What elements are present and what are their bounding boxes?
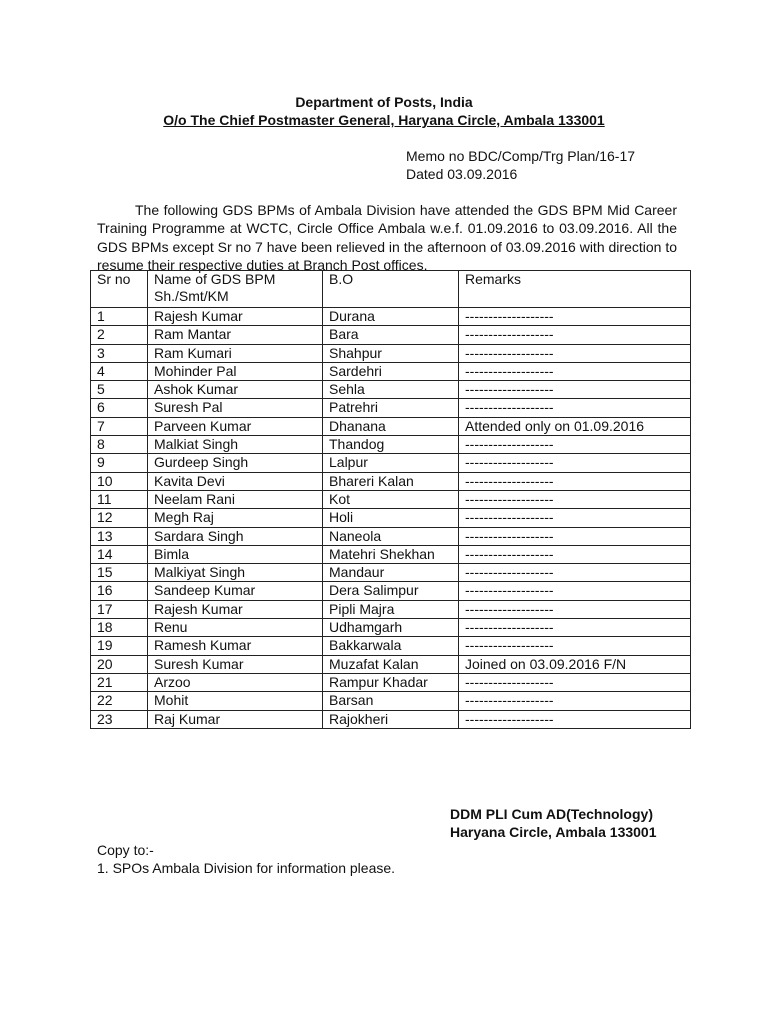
cell-bo: Pipli Majra — [323, 600, 459, 618]
cell-sr-no: 1 — [91, 308, 148, 326]
cell-name: Bimla — [148, 545, 323, 563]
table-row — [91, 637, 691, 655]
table-row — [91, 399, 691, 417]
cell-bo: Durana — [323, 308, 459, 326]
cell-bo: Naneola — [323, 527, 459, 545]
cell-remarks: ------------------- — [459, 362, 691, 380]
cell-remarks: ------------------- — [459, 673, 691, 691]
cell-remarks: ------------------- — [459, 582, 691, 600]
cell-bo: Dhanana — [323, 417, 459, 435]
cell-sr-no: 23 — [91, 710, 148, 728]
cell-sr-no: 3 — [91, 344, 148, 362]
cell-bo: Muzafat Kalan — [323, 655, 459, 673]
cell-bo: Patrehri — [323, 399, 459, 417]
cell-bo: Bara — [323, 326, 459, 344]
table-row — [91, 417, 691, 435]
cell-sr-no: 14 — [91, 545, 148, 563]
table-row — [91, 436, 691, 454]
cell-name: Mohinder Pal — [148, 362, 323, 380]
cell-remarks: ------------------- — [459, 472, 691, 490]
cell-name: Malkiat Singh — [148, 436, 323, 454]
cell-name: Suresh Pal — [148, 399, 323, 417]
table-row — [91, 308, 691, 326]
cell-remarks: ------------------- — [459, 710, 691, 728]
cell-remarks: ------------------- — [459, 600, 691, 618]
memo-date: Dated 03.09.2016 — [406, 166, 518, 182]
table-row — [91, 454, 691, 472]
cell-name: Renu — [148, 619, 323, 637]
cell-bo: Rampur Khadar — [323, 673, 459, 691]
cell-remarks: ------------------- — [459, 527, 691, 545]
table-row — [91, 362, 691, 380]
cell-name: Suresh Kumar — [148, 655, 323, 673]
signature-designation: DDM PLI Cum AD(Technology) — [450, 806, 653, 822]
cell-remarks: ------------------- — [459, 692, 691, 710]
cell-name: Parveen Kumar — [148, 417, 323, 435]
cell-sr-no: 21 — [91, 673, 148, 691]
cell-bo: Mandaur — [323, 564, 459, 582]
cell-bo: Sehla — [323, 381, 459, 399]
cell-remarks: ------------------- — [459, 564, 691, 582]
cell-remarks: ------------------- — [459, 381, 691, 399]
cell-remarks: ------------------- — [459, 436, 691, 454]
cell-bo: Kot — [323, 490, 459, 508]
cell-bo: Udhamgarh — [323, 619, 459, 637]
cell-remarks: ------------------- — [459, 454, 691, 472]
cell-sr-no: 18 — [91, 619, 148, 637]
body-paragraph: The following GDS BPMs of Ambala Division have attended the GDS BPM Mid Career Training Programme at WCTC, Circle Office Ambala w.e.f. 01.09.2016 to 03.09.2016. All the GDS BPMs except Sr no 7 have been relieved in the afternoon of 03.09.2016 with direction to resume their respective duties at Branch Post offices. — [97, 202, 677, 274]
department-heading: Department of Posts, India — [295, 94, 473, 110]
cell-remarks: ------------------- — [459, 545, 691, 563]
cell-remarks: ------------------- — [459, 509, 691, 527]
cell-name: Mohit — [148, 692, 323, 710]
table-row — [91, 527, 691, 545]
cell-bo: Rajokheri — [323, 710, 459, 728]
cell-sr-no: 10 — [91, 472, 148, 490]
cell-bo: Holi — [323, 509, 459, 527]
table-row — [91, 673, 691, 691]
cell-name: Rajesh Kumar — [148, 600, 323, 618]
table-row — [91, 509, 691, 527]
cell-sr-no: 7 — [91, 417, 148, 435]
table-row — [91, 545, 691, 563]
header-name-line2: Sh./Smt/KM — [154, 288, 229, 304]
table-row — [91, 490, 691, 508]
header-sr-no: Sr no — [91, 271, 148, 308]
cell-sr-no: 4 — [91, 362, 148, 380]
cell-bo: Dera Salimpur — [323, 582, 459, 600]
table-body — [91, 308, 691, 729]
cell-remarks: ------------------- — [459, 637, 691, 655]
cell-sr-no: 6 — [91, 399, 148, 417]
signature-office: Haryana Circle, Ambala 133001 — [450, 824, 657, 840]
copy-to-item: 1. SPOs Ambala Division for information please. — [97, 860, 396, 876]
table-header-row — [91, 271, 691, 308]
cell-remarks: ------------------- — [459, 326, 691, 344]
cell-bo: Shahpur — [323, 344, 459, 362]
cell-bo: Thandog — [323, 436, 459, 454]
table-row — [91, 381, 691, 399]
cell-sr-no: 20 — [91, 655, 148, 673]
cell-name: Ashok Kumar — [148, 381, 323, 399]
cell-sr-no: 5 — [91, 381, 148, 399]
cell-sr-no: 13 — [91, 527, 148, 545]
cell-name: Neelam Rani — [148, 490, 323, 508]
table-row — [91, 600, 691, 618]
cell-remarks: ------------------- — [459, 490, 691, 508]
cell-remarks: ------------------- — [459, 619, 691, 637]
copy-to-label: Copy to:- — [97, 842, 154, 858]
cell-sr-no: 22 — [91, 692, 148, 710]
cell-sr-no: 15 — [91, 564, 148, 582]
table-row — [91, 619, 691, 637]
cell-name: Ramesh Kumar — [148, 637, 323, 655]
cell-bo: Barsan — [323, 692, 459, 710]
memo-number: Memo no BDC/Comp/Trg Plan/16-17 — [406, 148, 636, 164]
cell-bo: Bakkarwala — [323, 637, 459, 655]
header-name — [148, 271, 323, 308]
table-row — [91, 582, 691, 600]
cell-name: Kavita Devi — [148, 472, 323, 490]
table-row — [91, 326, 691, 344]
cell-sr-no: 8 — [91, 436, 148, 454]
header-name-line1: Name of GDS BPM — [154, 271, 276, 287]
table-row — [91, 655, 691, 673]
table-row — [91, 710, 691, 728]
cell-remarks: Attended only on 01.09.2016 — [459, 417, 691, 435]
gds-bpm-table — [90, 270, 691, 729]
cell-bo: Bhareri Kalan — [323, 472, 459, 490]
cell-name: Raj Kumar — [148, 710, 323, 728]
cell-name: Ram Kumari — [148, 344, 323, 362]
cell-sr-no: 11 — [91, 490, 148, 508]
cell-sr-no: 16 — [91, 582, 148, 600]
cell-remarks: Joined on 03.09.2016 F/N — [459, 655, 691, 673]
table-row — [91, 472, 691, 490]
cell-name: Ram Mantar — [148, 326, 323, 344]
cell-sr-no: 19 — [91, 637, 148, 655]
cell-remarks: ------------------- — [459, 344, 691, 362]
cell-sr-no: 9 — [91, 454, 148, 472]
table-row — [91, 692, 691, 710]
cell-name: Megh Raj — [148, 509, 323, 527]
cell-name: Gurdeep Singh — [148, 454, 323, 472]
header-remarks: Remarks — [459, 271, 691, 308]
cell-name: Sardara Singh — [148, 527, 323, 545]
cell-remarks: ------------------- — [459, 399, 691, 417]
cell-name: Arzoo — [148, 673, 323, 691]
cell-name: Malkiyat Singh — [148, 564, 323, 582]
table-row — [91, 564, 691, 582]
header-bo: B.O — [323, 271, 459, 308]
cell-sr-no: 17 — [91, 600, 148, 618]
office-heading: O/o The Chief Postmaster General, Haryana Circle, Ambala 133001 — [163, 112, 605, 128]
cell-sr-no: 2 — [91, 326, 148, 344]
cell-sr-no: 12 — [91, 509, 148, 527]
table-row — [91, 344, 691, 362]
cell-bo: Matehri Shekhan — [323, 545, 459, 563]
cell-remarks: ------------------- — [459, 308, 691, 326]
cell-name: Rajesh Kumar — [148, 308, 323, 326]
cell-name: Sandeep Kumar — [148, 582, 323, 600]
cell-bo: Sardehri — [323, 362, 459, 380]
cell-bo: Lalpur — [323, 454, 459, 472]
